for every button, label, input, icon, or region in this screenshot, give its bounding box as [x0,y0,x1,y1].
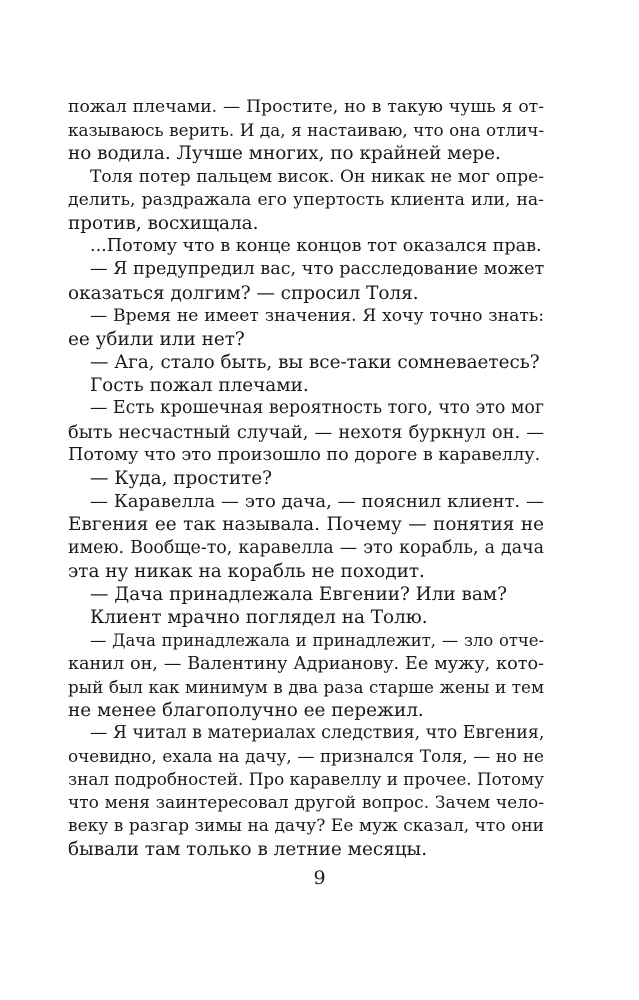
text-line: Толя потер пальцем висок. Он никак не мог опре- [90,166,544,187]
text-line: — Дача принадлежала Евгении? Или вам? [90,583,507,605]
text-line: канил он, — Валентину Адрианову. Ее мужу, кото- [68,653,544,674]
text-line: бывали там только в летние месяцы. [68,839,428,860]
body-text [68,96,544,861]
text-line: казываюсь верить. И да, я настаиваю, что она отлич- [68,120,544,141]
text-line: эта ну никак на корабль не походит. [68,560,425,582]
text-line: Гость пожал плечами. [90,375,309,397]
text-line: рый был как минимум в два раза старше жены и тем [68,676,544,697]
text-line: — Ага, стало быть, вы все-таки сомневаетесь? [90,352,540,374]
text-line: не менее благополучно ее пережил. [68,699,424,721]
text-line: имею. Вообще-то, каравелла — это корабль, а дача [68,537,544,558]
text-line: пожал плечами. — Простите, но в такую чушь я от- [68,97,544,117]
text-line: ее убили или нет? [68,328,245,350]
text-line: — Я предупредил вас, что расследование может [90,259,545,280]
text-line: но водила. Лучше многих, по крайней мере. [68,143,501,165]
text-line: что меня заинтересовал другой вопрос. Зачем чело- [68,792,544,813]
text-line: — Каравелла — это дача, — пояснил клиент. — [90,491,544,513]
text-line: — Есть крошечная вероятность того, что это мог [90,398,544,419]
text-line: — Время не имеет значения. Я хочу точно знать: [90,305,544,326]
text-line: — Дача принадлежала и принадлежит, — зло отче- [90,631,544,651]
text-line: оказаться долгим? — спросил Толя. [68,282,419,304]
text-line: ...Потому что в конце концов тот оказался прав. [90,236,542,257]
text-line: — Куда, простите? [90,468,273,489]
text-line: Клиент мрачно поглядел на Толю. [90,607,428,629]
text-line: Потому что это произошло по дороге в каравеллу. [68,444,541,465]
text-line: делить, раздражала его упертость клиента или, на- [68,189,544,210]
page-number: 9 [313,867,326,889]
text-line: веку в разгар зимы на дачу? Ее муж сказал, что они [68,815,544,836]
text-line: быть несчастный случай, — нехотя буркнул он. — [68,421,544,443]
text-line: Евгения ее так называла. Почему — понятия не [68,514,544,536]
text-line: — Я читал в материалах следствия, что Евгения, [90,723,545,744]
text-line: знал подробностей. Про каравеллу и прочее. Потому [68,769,544,790]
text-line: против, восхищала. [68,212,259,234]
text-line: очевидно, ехала на дачу, — признался Толя, — но не [68,746,544,767]
